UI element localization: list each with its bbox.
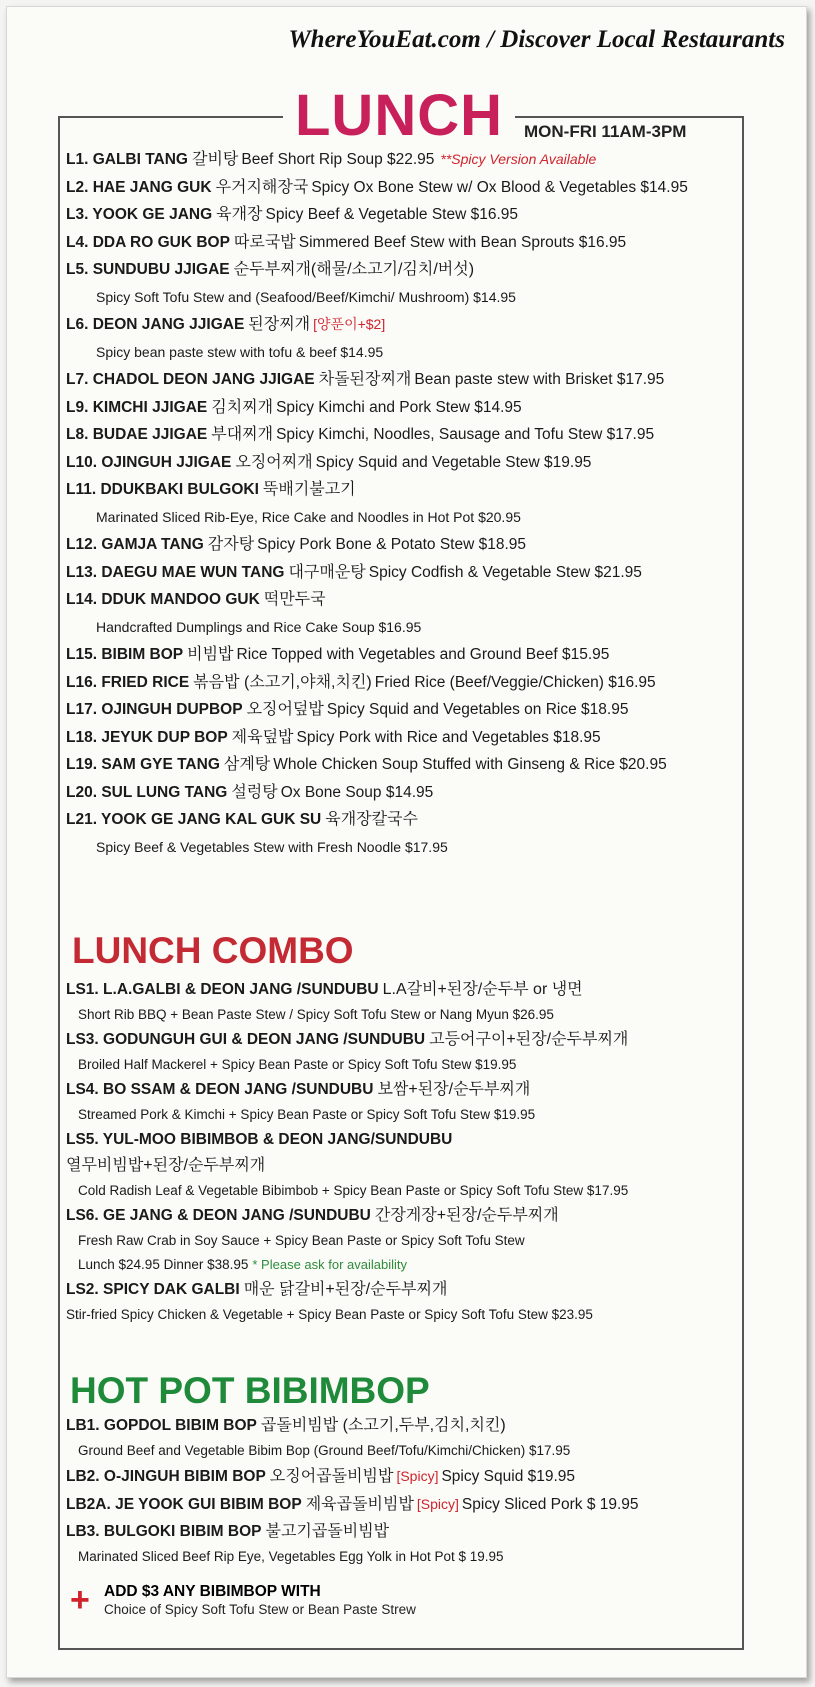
item-sub-text: Marinated Sliced Rib-Eye, Rice Cake and Noodles in Hot Pot $20.95 bbox=[96, 508, 521, 525]
item-desc: Whole Chicken Soup Stuffed with Ginseng & Rice $20.95 bbox=[273, 756, 667, 773]
menu-item bbox=[66, 201, 736, 229]
bibimbop-code: LB1. GOPDOL BIBIM BOP bbox=[66, 1417, 257, 1434]
combo-item bbox=[66, 977, 736, 1003]
item-korean: 순두부찌개(해물/소고기/김치/버섯) bbox=[233, 261, 475, 278]
item-sub bbox=[66, 339, 736, 367]
item-desc: Spicy Kimchi, Noodles, Sausage and Tofu Stew $17.95 bbox=[276, 426, 655, 443]
bibimbop-desc: Spicy Squid $19.95 bbox=[441, 1468, 576, 1485]
item-desc: Bean paste stew with Brisket $17.95 bbox=[414, 371, 665, 388]
item-korean: 뚝배기불고기 bbox=[262, 481, 356, 498]
combo-desc-text: Broiled Half Mackerel + Spicy Bean Paste or Spicy Soft Tofu Stew $19.95 bbox=[78, 1057, 517, 1072]
menu-item bbox=[66, 531, 736, 559]
bibimbop-sub bbox=[66, 1440, 736, 1462]
combo-item bbox=[66, 1127, 736, 1153]
combo-code: LS6. GE JANG & DEON JANG /SUNDUBU bbox=[66, 1207, 371, 1224]
lunch-title: LUNCH bbox=[283, 84, 515, 148]
item-code: L17. OJINGUH DUPBOP bbox=[66, 701, 243, 718]
addon-sub: Choice of Spicy Soft Tofu Stew or Bean Paste Strew bbox=[104, 1602, 416, 1617]
menu-item bbox=[66, 586, 736, 614]
bibimbop-sub bbox=[66, 1546, 736, 1568]
combo-desc bbox=[66, 1003, 736, 1027]
combo-desc bbox=[66, 1179, 736, 1203]
menu-item bbox=[66, 421, 736, 449]
combo-desc bbox=[66, 1229, 736, 1253]
bibimbop-item bbox=[66, 1490, 736, 1518]
item-sub bbox=[66, 504, 736, 532]
item-sub bbox=[66, 834, 736, 862]
item-korean: 우거지해장국 bbox=[215, 178, 309, 196]
item-sub-text: Spicy Beef & Vegetables Stew with Fresh Noodle $17.95 bbox=[96, 838, 448, 855]
combo-price: Lunch $24.95 Dinner $38.95 bbox=[78, 1257, 249, 1272]
plus-icon: + bbox=[70, 1581, 90, 1619]
hotpot-title: HOT POT BIBIMBOP bbox=[70, 1370, 430, 1411]
item-sub bbox=[66, 614, 736, 642]
bibimbop-code: LB2A. JE YOOK GUI BIBIM BOP bbox=[66, 1496, 302, 1513]
item-code: L7. CHADOL DEON JANG JJIGAE bbox=[66, 371, 315, 388]
item-code: L4. DDA RO GUK BOP bbox=[66, 233, 230, 251]
combo-price-line bbox=[66, 1253, 736, 1277]
combo-desc-text: Short Rib BBQ + Bean Paste Stew / Spicy Soft Tofu Stew or Nang Myun $26.95 bbox=[78, 1007, 554, 1022]
spicy-tag: [Spicy] bbox=[416, 1496, 459, 1512]
menu-item bbox=[66, 696, 736, 724]
item-code: L18. JEYUK DUP BOP bbox=[66, 728, 228, 746]
item-desc: Ox Bone Soup $14.95 bbox=[280, 783, 434, 801]
item-tag: [양푼이+$2] bbox=[313, 316, 386, 332]
combo-item bbox=[66, 1277, 736, 1303]
item-desc: Beef Short Rip Soup $22.95 bbox=[241, 151, 435, 168]
item-korean: 육개장 bbox=[216, 206, 263, 223]
addon-main: ADD $3 ANY BIBIMBOP WITH bbox=[104, 1583, 321, 1600]
item-korean: 제육덮밥 bbox=[231, 728, 294, 746]
combo-korean: 매운 닭갈비+된장/순두부찌개 bbox=[243, 1281, 448, 1298]
item-desc: Spicy Pork Bone & Potato Stew $18.95 bbox=[257, 536, 526, 553]
item-desc: Spicy Beef & Vegetable Stew $16.95 bbox=[265, 206, 518, 223]
bibimbop-item bbox=[66, 1518, 736, 1546]
item-korean: 된장찌개 bbox=[248, 316, 311, 333]
menu-item bbox=[66, 724, 736, 752]
item-code: L20. SUL LUNG TANG bbox=[66, 783, 228, 801]
bibimbop-korean: 곱돌비빔밥 (소고기,두부,김치,치킨) bbox=[260, 1417, 506, 1434]
menu-item bbox=[66, 669, 736, 697]
combo-desc bbox=[66, 1103, 736, 1127]
item-korean: 대구매운탕 bbox=[288, 563, 366, 581]
combo-code: LS2. SPICY DAK GALBI bbox=[66, 1281, 240, 1298]
item-code: L13. DAEGU MAE WUN TANG bbox=[66, 563, 285, 581]
menu-item bbox=[66, 641, 736, 669]
menu-item bbox=[66, 311, 736, 339]
menu-item bbox=[66, 559, 736, 587]
item-code: L16. FRIED RICE bbox=[66, 673, 190, 691]
combo-korean: 간장게장+된장/순두부찌개 bbox=[374, 1207, 559, 1224]
bibimbop-sub-text: Marinated Sliced Beef Rip Eye, Vegetables Egg Yolk in Hot Pot $ 19.95 bbox=[78, 1549, 504, 1564]
item-code: L1. GALBI TANG bbox=[66, 151, 188, 168]
item-korean: 부대찌개 bbox=[211, 426, 274, 443]
site-header[interactable]: WhereYouEat.com / Discover Local Restaurants bbox=[288, 26, 785, 53]
spicy-tag: [Spicy] bbox=[396, 1468, 439, 1484]
item-korean: 감자탕 bbox=[207, 536, 255, 553]
combo-code: LS5. YUL-MOO BIBIMBOB & DEON JANG/SUNDUBU bbox=[66, 1131, 453, 1148]
combo-desc bbox=[66, 1303, 736, 1327]
item-desc: Spicy Squid and Vegetable Stew $19.95 bbox=[315, 453, 592, 471]
item-code: L5. SUNDUBU JJIGAE bbox=[66, 261, 230, 278]
item-korean: 오징어덮밥 bbox=[246, 701, 324, 718]
menu-item bbox=[66, 779, 736, 807]
combo-availability: * Please ask for availability bbox=[252, 1257, 408, 1272]
combo-korean: 고등어구이+된장/순두부찌개 bbox=[429, 1031, 629, 1048]
menu-item bbox=[66, 256, 736, 284]
bibimbop-korean: 오징어곱돌비빔밥 bbox=[269, 1468, 394, 1485]
item-korean: 볶음밥 (소고기,야채,치킨) bbox=[193, 673, 372, 691]
combo-item bbox=[66, 1077, 736, 1103]
menu-item bbox=[66, 394, 736, 422]
menu-item bbox=[66, 449, 736, 477]
hotpot-list bbox=[66, 1412, 736, 1568]
item-desc: Spicy Codfish & Vegetable Stew $21.95 bbox=[368, 563, 642, 581]
bibimbop-korean: 불고기곱돌비빔밥 bbox=[265, 1523, 390, 1540]
item-korean: 따로국밥 bbox=[233, 233, 296, 251]
item-code: L11. DDUKBAKI BULGOKI bbox=[66, 481, 259, 498]
item-desc: Rice Topped with Vegetables and Ground Beef $15.95 bbox=[236, 646, 610, 663]
item-code: L9. KIMCHI JJIGAE bbox=[66, 398, 208, 416]
item-sub-text: Spicy Soft Tofu Stew and (Seafood/Beef/Kimchi/ Mushroom) $14.95 bbox=[96, 288, 516, 305]
combo-code: LS4. BO SSAM & DEON JANG /SUNDUBU bbox=[66, 1081, 374, 1098]
combo-code: LS3. GODUNGUH GUI & DEON JANG /SUNDUBU bbox=[66, 1031, 426, 1048]
combo-desc-text: Streamed Pork & Kimchi + Spicy Bean Paste or Spicy Soft Tofu Stew $19.95 bbox=[78, 1107, 536, 1122]
combo-korean: 보쌈+된장/순두부찌개 bbox=[377, 1081, 531, 1098]
menu-item bbox=[66, 366, 736, 394]
item-code: L21. YOOK GE JANG KAL GUK SU bbox=[66, 811, 322, 828]
item-desc: Spicy Squid and Vegetables on Rice $18.95 bbox=[326, 701, 629, 718]
item-korean: 차돌된장찌개 bbox=[318, 371, 412, 388]
item-korean: 떡만두국 bbox=[263, 591, 326, 608]
item-korean: 삼계탕 bbox=[223, 756, 271, 773]
combo-list bbox=[66, 977, 736, 1327]
item-sub-text: Spicy bean paste stew with tofu & beef $14.95 bbox=[96, 343, 384, 360]
combo-desc bbox=[66, 1053, 736, 1077]
bibimbop-item bbox=[66, 1462, 736, 1490]
combo-title: LUNCH COMBO bbox=[72, 930, 354, 971]
bibimbop-code: LB2. O-JINGUH BIBIM BOP bbox=[66, 1468, 266, 1485]
bibimbop-code: LB3. BULGOKI BIBIM BOP bbox=[66, 1523, 262, 1540]
item-korean: 비빔밥 bbox=[187, 646, 234, 663]
combo-item bbox=[66, 1203, 736, 1229]
menu-item bbox=[66, 229, 736, 257]
combo-desc-text: Stir-fried Spicy Chicken & Vegetable + Spicy Bean Paste or Spicy Soft Tofu Stew $23.95 bbox=[66, 1307, 593, 1322]
item-code: L2. HAE JANG GUK bbox=[66, 178, 212, 196]
item-code: L12. GAMJA TANG bbox=[66, 536, 204, 553]
item-code: L10. OJINGUH JJIGAE bbox=[66, 453, 232, 471]
item-code: L3. YOOK GE JANG bbox=[66, 206, 213, 223]
item-sub-text: Handcrafted Dumplings and Rice Cake Soup $16.95 bbox=[96, 618, 422, 635]
menu-item bbox=[66, 476, 736, 504]
item-korean: 육개장칼국수 bbox=[325, 811, 418, 828]
item-code: L14. DDUK MANDOO GUK bbox=[66, 591, 260, 608]
combo-korean: 열무비빔밥+된장/순두부찌개 bbox=[66, 1157, 266, 1174]
item-desc: Spicy Pork with Rice and Vegetables $18.95 bbox=[296, 728, 601, 746]
menu-item bbox=[66, 174, 736, 202]
item-korean: 오징어찌개 bbox=[235, 453, 313, 471]
combo-code: LS1. L.A.GALBI & DEON JANG /SUNDUBU bbox=[66, 981, 379, 998]
item-code: L19. SAM GYE TANG bbox=[66, 756, 220, 773]
item-korean: 설렁탕 bbox=[231, 783, 278, 801]
menu-item bbox=[66, 751, 736, 779]
menu-item bbox=[66, 806, 736, 834]
combo-item bbox=[66, 1027, 736, 1053]
item-desc: Spicy Ox Bone Stew w/ Ox Blood & Vegetables $14.95 bbox=[311, 178, 688, 196]
combo-korean: L.A갈비+된장/순두부 or 냉면 bbox=[382, 981, 583, 998]
item-code: L6. DEON JANG JJIGAE bbox=[66, 316, 245, 333]
item-korean: 갈비탕 bbox=[192, 151, 239, 168]
lunch-hours: MON-FRI 11AM-3PM bbox=[524, 122, 687, 141]
combo-desc-text: Fresh Raw Crab in Soy Sauce + Spicy Bean Paste or Spicy Soft Tofu Stew bbox=[78, 1233, 525, 1248]
item-desc: Fried Rice (Beef/Veggie/Chicken) $16.95 bbox=[374, 673, 656, 691]
item-note: **Spicy Version Available bbox=[440, 151, 597, 167]
item-sub bbox=[66, 284, 736, 312]
bibimbop-item bbox=[66, 1412, 736, 1440]
item-korean: 김치찌개 bbox=[211, 398, 274, 416]
lunch-list bbox=[66, 146, 736, 861]
bibimbop-korean: 제육곱돌비빔밥 bbox=[305, 1496, 414, 1513]
item-code: L15. BIBIM BOP bbox=[66, 646, 184, 663]
combo-korean-line bbox=[66, 1153, 736, 1179]
combo-desc-text: Cold Radish Leaf & Vegetable Bibimbob + Spicy Bean Paste or Spicy Soft Tofu Stew $17.95 bbox=[78, 1183, 629, 1198]
item-code: L8. BUDAE JJIGAE bbox=[66, 426, 208, 443]
item-desc: Simmered Beef Stew with Bean Sprouts $16.95 bbox=[298, 233, 627, 251]
bibimbop-desc: Spicy Sliced Pork $ 19.95 bbox=[461, 1496, 639, 1513]
menu-item bbox=[66, 146, 736, 174]
item-desc: Spicy Kimchi and Pork Stew $14.95 bbox=[276, 398, 522, 416]
bibimbop-sub-text: Ground Beef and Vegetable Bibim Bop (Ground Beef/Tofu/Kimchi/Chicken) $17.95 bbox=[78, 1443, 571, 1458]
